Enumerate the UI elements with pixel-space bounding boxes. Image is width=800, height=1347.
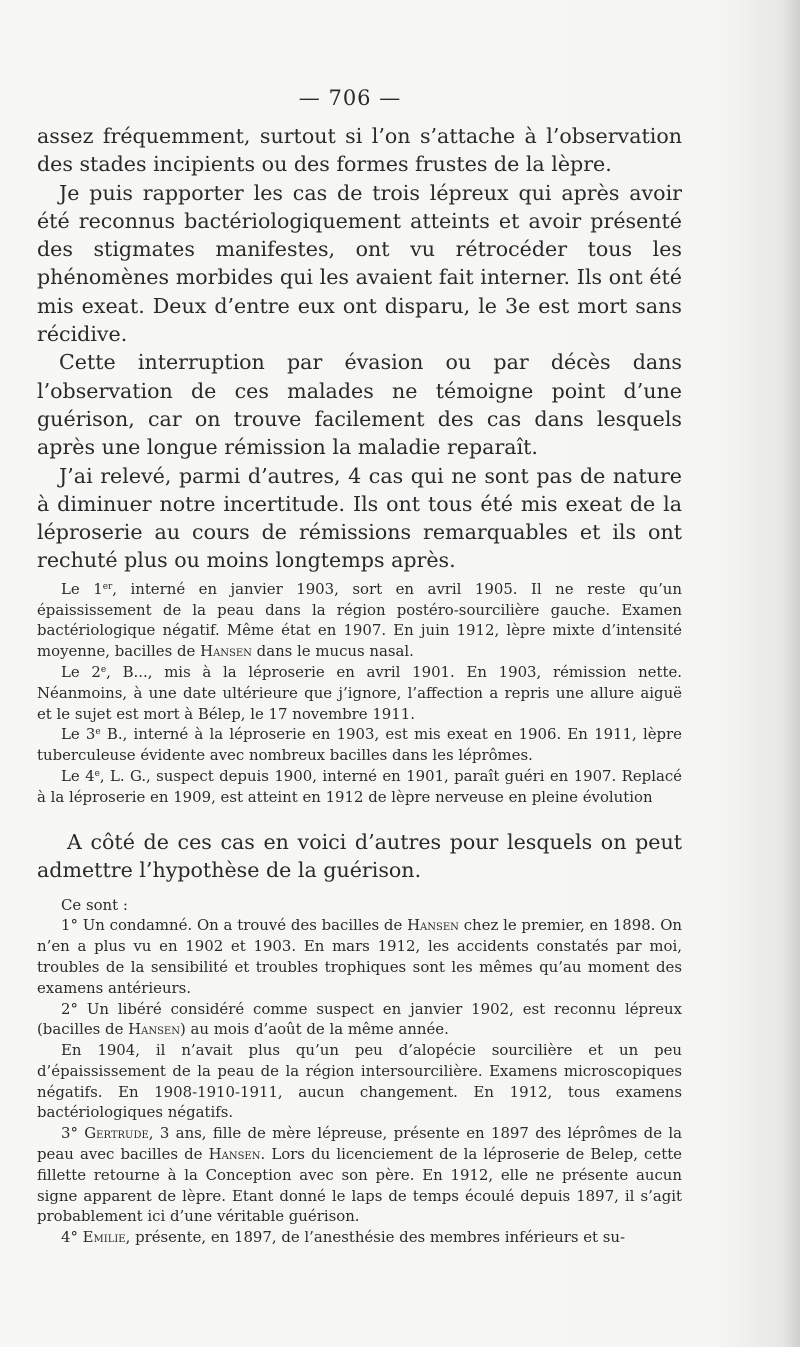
case-first-1: Le 1er, interné en janvier 1903, sort en avril 1905. Il ne reste qu’un épaississement de la peau dans la région postéro-sourcilière gauche. Examen bactériologique négatif. Même état en 1907. En juin 1912, lèpre mixte d’intensité moyenne, bacilles de Hansen dans le mucus nasal.	[37, 579, 682, 661]
paragraph-continuation: assez fréquemment, surtout si l’on s’attache à l’observation des stades incipients ou des formes frustes de la lèpre.	[37, 124, 682, 177]
paragraph-transition: A côté de ces cas en voici d’autres pour lesquels on peut admettre l’hypothèse de la guérison.	[37, 829, 682, 883]
paragraph-four-cases: J’ai relevé, parmi d’autres, 4 cas qui ne sont pas de nature à diminuer notre incertitude. Ils ont tous été mis exeat de la léproserie au cours de rémissions remarquables et ils ont rechuté plus ou moins longtemps après.	[37, 463, 682, 573]
paragraph-three-lepers: Je puis rapporter les cas de trois lépreux qui après avoir été reconnus bactériologiquement atteints et avoir présenté des stigmates manifestes, ont vu rétrocéder tous les phénomènes morbides qui les avaient fait interner. Ils ont été mis exeat. Deux d’entre eux ont disparu, le 3e est mort sans récidive.	[37, 180, 682, 347]
case-second-2: 2° Un libéré considéré comme suspect en janvier 1902, est reconnu lépreux (bacilles de Hansen) au mois d’août de la même année.	[37, 999, 682, 1039]
paragraph-interruption: Cette interruption par évasion ou par décès dans l’observation de ces malades ne témoigne point d’une guérison, car on trouve facilement des cas dans lesquels après une longue rémission la maladie reparaît.	[37, 350, 682, 460]
case-first-2: Le 2e, B..., mis à la léproserie en avril 1901. En 1903, rémission nette. Néanmoins, à une date ultérieure que j’ignore, l’affection a repris une allure aiguë et le sujet est mort à Bélep, le 17 novembre 1911.	[37, 662, 682, 723]
case-second-1: 1° Un condamné. On a trouvé des bacilles de Hansen chez le premier, en 1898. On n’en a plus vu en 1902 et 1903. En mars 1912, les accidents constatés par moi, troubles de la sensibilité et troubles trophiques sont les mêmes qu’au moment des examens antérieurs.	[37, 916, 682, 997]
case-first-3: Le 3e B., interné à la léproserie en 1903, est mis exeat en 1906. En 1911, lèpre tuberculeuse évidente avec nombreux bacilles dans les léprômes.	[37, 725, 682, 765]
case-first-4: Le 4e, L. G., suspect depuis 1900, interné en 1901, paraît guéri en 1907. Replacé à la léproserie en 1909, est atteint en 1912 de lèpre nerveuse en pleine évolution	[37, 766, 682, 806]
ce-sont: Ce sont :	[61, 895, 128, 914]
case-second-3: 3° Gertrude, 3 ans, fille de mère lépreuse, présente en 1897 des léprômes de la peau avec bacilles de Hansen. Lors du licenciement de la léproserie de Belep, cette fillette retourne à la Conception avec son père. En 1912, elle ne présente aucun signe apparent de lèpre. Etant donné le laps de temps écoulé depuis 1897, il s’agit probablement ici d’une véritable guérison.	[37, 1124, 682, 1226]
case-second-2-continued: En 1904, il n’avait plus qu’un peu d’alopécie sourcilière et un peu d’épaississement de la peau de la région intersourcilière. Examens microscopiques négatifs. En 1908-1910-1911, aucun changement. En 1912, tous examens bactériologiques négatifs.	[37, 1041, 682, 1122]
page-edge-shadow	[782, 0, 800, 1347]
case-second-4: 4° Emilie, présente, en 1897, de l’anesthésie des membres inférieurs et su-	[61, 1228, 626, 1247]
page-body	[37, 122, 682, 1248]
page-number: — 706 —	[298, 86, 402, 110]
